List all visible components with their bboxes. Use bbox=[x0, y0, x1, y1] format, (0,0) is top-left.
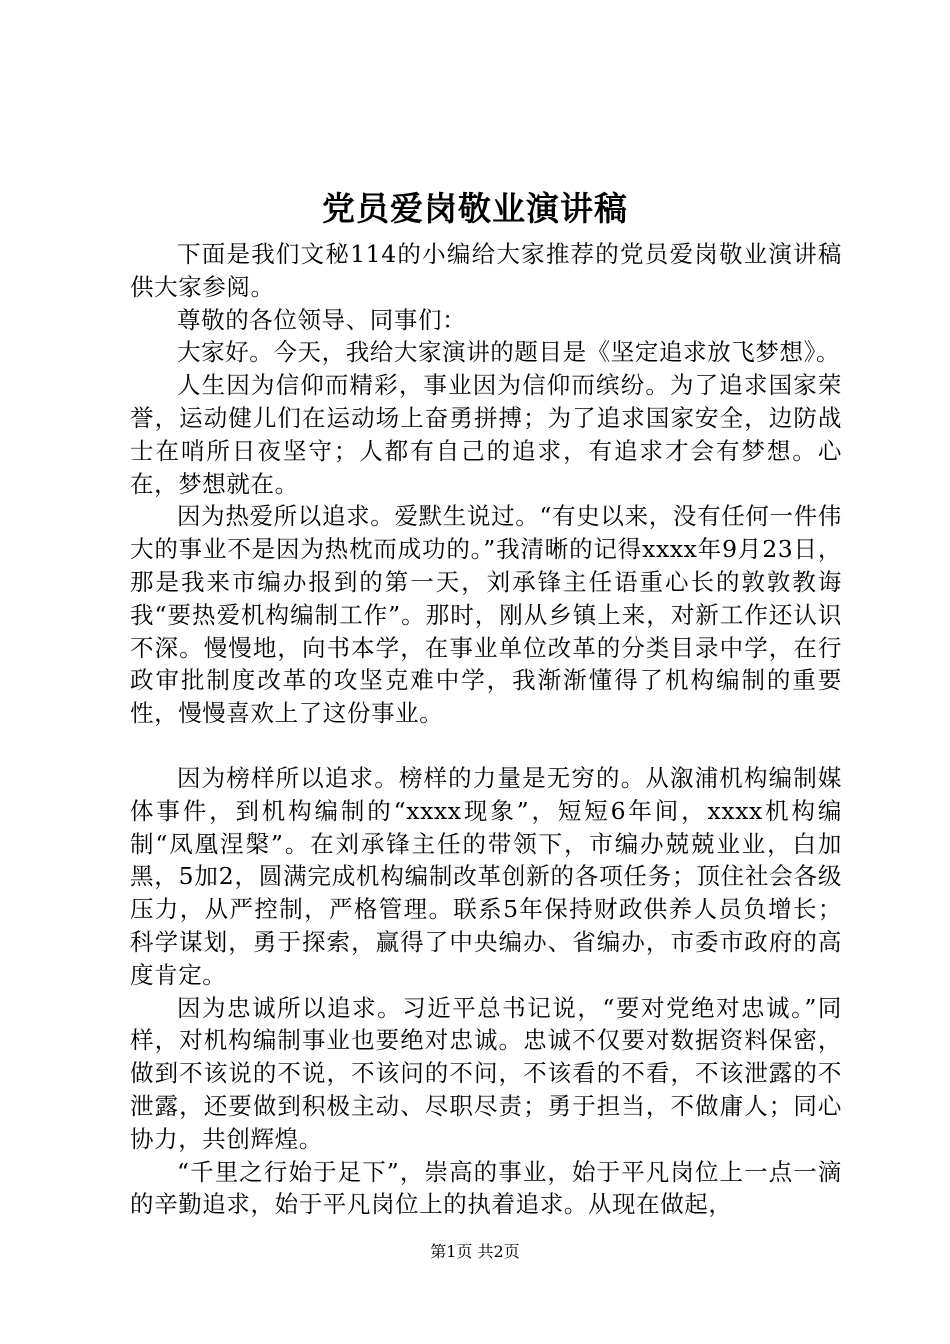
body-paragraph: “千里之行始于足下”，崇高的事业，始于平凡岗位上一点一滴的辛勤追求，始于平凡岗位上的执着追求。从现在做起， bbox=[130, 1157, 842, 1219]
salutation-paragraph: 尊敬的各位领导、同事们： bbox=[177, 305, 467, 334]
body-paragraph: 因为热爱所以追求。爱默生说过。“有史以来，没有任何一件伟大的事业不是因为热枕而成功的。”我清晰的记得xxxx年9月23日，那是我来市编办报到的第一天，刘承锋主任语重心长的敦敦教诲我“要热爱机构编制工作”。那时，刚从乡镇上来，对新工作还认识不深。慢慢地，向书本学，在事业单位改革的分类目录中学，在行政审批制度改革的攻坚克难中学，我渐渐懂得了机构编制的重要性，慢慢喜欢上了这份事业。 bbox=[130, 502, 842, 728]
intro-paragraph: 下面是我们文秘114的小编给大家推荐的党员爱岗敬业演讲稿供大家参阅。 bbox=[130, 240, 842, 301]
body-paragraph: 因为忠诚所以追求。习近平总书记说，“要对党绝对忠诚。”同样，对机构编制事业也要绝对忠诚。忠诚不仅要对数据资料保密，做到不该说的不说，不该问的不问，不该看的不看，不该泄露的不泄露，还要做到积极主动、尽职尽责；勇于担当，不做庸人；同心协力，共创辉煌。 bbox=[130, 993, 842, 1153]
greeting-paragraph: 大家好。今天，我给大家演讲的题目是《坚定追求放飞梦想》。 bbox=[177, 338, 841, 367]
body-paragraph: 因为榜样所以追求。榜样的力量是无穷的。从溆浦机构编制媒体事件，到机构编制的“xxxx现象”，短短6年间，xxxx机构编制“凤凰涅槃”。在刘承锋主任的带领下，市编办兢兢业业，白加黑，5加2，圆满完成机构编制改革创新的各项任务；顶住社会各级压力，从严控制，严格管理。联系5年保持财政供养人员负增长；科学谋划，勇于探索，赢得了中央编办、省编办，市委市政府的高度肯定。 bbox=[130, 763, 842, 989]
document-title: 党员爱岗敬业演讲稿 bbox=[322, 189, 628, 228]
body-paragraph: 人生因为信仰而精彩，事业因为信仰而缤纷。为了追求国家荣誉，运动健儿们在运动场上奋勇拼搏；为了追求国家安全，边防战士在哨所日夜坚守；人都有自己的追求，有追求才会有梦想。心在，梦想就在。 bbox=[130, 371, 842, 498]
page-footer: 第1页 共2页 bbox=[430, 1242, 520, 1261]
document-body bbox=[130, 238, 842, 1221]
